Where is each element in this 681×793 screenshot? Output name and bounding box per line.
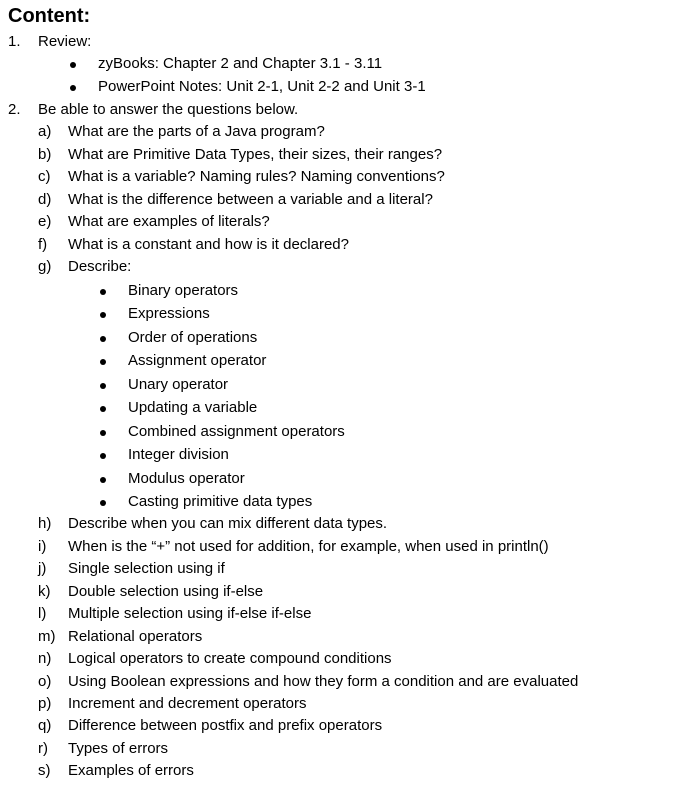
item-letter: a) bbox=[38, 123, 52, 140]
section-number: 1. bbox=[8, 33, 21, 50]
bullet-dot bbox=[70, 62, 76, 68]
question-item: Examples of errors bbox=[68, 762, 194, 779]
question-item: Logical operators to create compound conditions bbox=[68, 650, 392, 667]
question-item: Describe: bbox=[68, 258, 132, 275]
question-item: When is the “+” not used for addition, for example, when used in println() bbox=[68, 538, 549, 555]
question-item: Describe when you can mix different data types. bbox=[68, 515, 388, 532]
bullet-dot bbox=[100, 430, 106, 436]
question-item: Increment and decrement operators bbox=[68, 695, 307, 712]
bullet-dot bbox=[100, 406, 106, 412]
item-letter: g) bbox=[38, 258, 52, 275]
question-item: What is a constant and how is it declared? bbox=[68, 236, 349, 253]
bullet-dot bbox=[100, 383, 106, 389]
question-item: Difference between postfix and prefix operators bbox=[68, 717, 383, 734]
describe-item: Casting primitive data types bbox=[128, 493, 313, 510]
item-letter: k) bbox=[38, 583, 51, 600]
describe-item: Combined assignment operators bbox=[128, 423, 345, 440]
item-letter: j) bbox=[38, 560, 47, 577]
section-label: Review: bbox=[38, 33, 92, 50]
review-item: PowerPoint Notes: Unit 2-1, Unit 2-2 and Unit 3-1 bbox=[98, 78, 426, 95]
bullet-dot bbox=[100, 500, 106, 506]
describe-item: Binary operators bbox=[128, 282, 239, 299]
question-item: What are examples of literals? bbox=[68, 213, 270, 230]
describe-item: Modulus operator bbox=[128, 470, 245, 487]
bullet-dot bbox=[100, 312, 106, 318]
question-item: Types of errors bbox=[68, 740, 169, 757]
question-item: What are the parts of a Java program? bbox=[68, 123, 325, 140]
review-item: zyBooks: Chapter 2 and Chapter 3.1 - 3.11 bbox=[98, 55, 383, 72]
item-letter: o) bbox=[38, 673, 52, 690]
item-letter: i) bbox=[38, 538, 47, 555]
item-letter: m) bbox=[38, 628, 56, 645]
item-letter: e) bbox=[38, 213, 52, 230]
question-item: What is a variable? Naming rules? Naming conventions? bbox=[68, 168, 445, 185]
bullet-dot bbox=[100, 477, 106, 483]
question-item: What are Primitive Data Types, their sizes, their ranges? bbox=[68, 146, 443, 163]
item-letter: n) bbox=[38, 650, 52, 667]
question-item: Relational operators bbox=[68, 628, 203, 645]
bullet-dot bbox=[100, 336, 106, 342]
item-letter: s) bbox=[38, 762, 51, 779]
question-item: What is the difference between a variable and a literal? bbox=[68, 191, 433, 208]
item-letter: d) bbox=[38, 191, 52, 208]
describe-item: Unary operator bbox=[128, 376, 229, 393]
question-item: Double selection using if-else bbox=[68, 583, 264, 600]
bullet-dot bbox=[100, 453, 106, 459]
item-letter: f) bbox=[38, 236, 48, 253]
bullet-dot bbox=[100, 289, 106, 295]
item-letter: c) bbox=[38, 168, 51, 185]
item-letter: q) bbox=[38, 717, 52, 734]
section-label: Be able to answer the questions below. bbox=[38, 101, 299, 118]
bullet-dot bbox=[100, 359, 106, 365]
describe-item: Order of operations bbox=[128, 329, 258, 346]
describe-item: Assignment operator bbox=[128, 352, 267, 369]
content-heading: Content: bbox=[8, 5, 91, 27]
describe-item: Updating a variable bbox=[128, 399, 258, 416]
bullet-dot bbox=[70, 85, 76, 91]
item-letter: p) bbox=[38, 695, 52, 712]
question-item: Single selection using if bbox=[68, 560, 225, 577]
question-item: Using Boolean expressions and how they form a condition and are evaluated bbox=[68, 673, 579, 690]
item-letter: r) bbox=[38, 740, 48, 757]
item-letter: b) bbox=[38, 146, 52, 163]
describe-item: Expressions bbox=[128, 305, 210, 322]
describe-item: Integer division bbox=[128, 446, 229, 463]
question-item: Multiple selection using if-else if-else bbox=[68, 605, 312, 622]
section-number: 2. bbox=[8, 101, 21, 118]
item-letter: l) bbox=[38, 605, 47, 622]
item-letter: h) bbox=[38, 515, 52, 532]
